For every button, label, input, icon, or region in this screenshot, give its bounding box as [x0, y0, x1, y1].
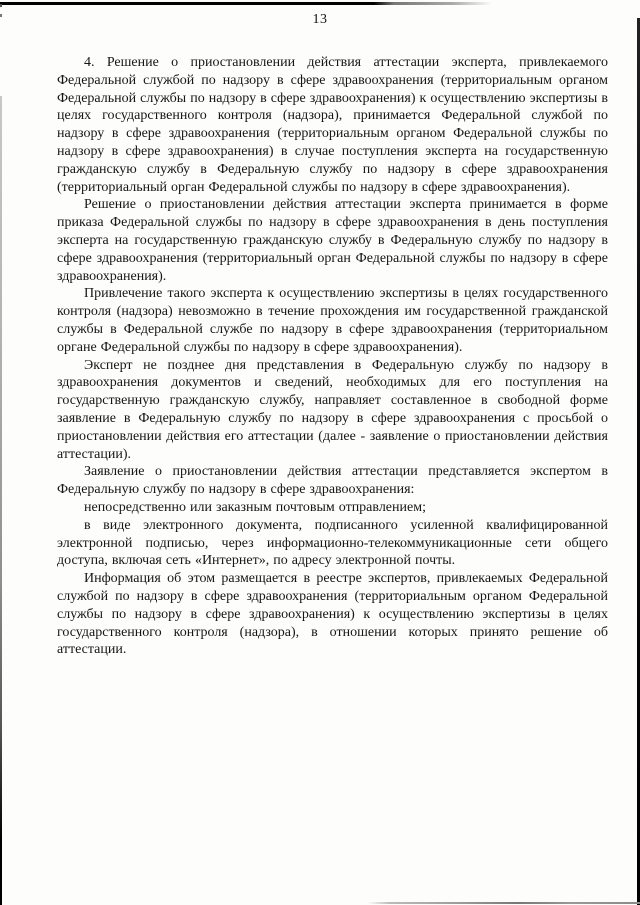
- paragraph: Заявление о приостановлении действия аттестации представляется экспертом в Федеральную службу по надзору в сфере здравоохранения:: [57, 464, 608, 498]
- document-body: [57, 54, 608, 659]
- paragraph: непосредственно или заказным почтовым отправлением;: [84, 499, 426, 515]
- paragraph: Информация об этом размещается в реестре экспертов, привлекаемых Федеральной службой по надзору в сфере здравоохранения (территориальным органом Федеральной службы по надзору в сфере здравоохранения) к осуществлению экспертизы в целях государственного контроля (надзора), в отношении которых принято решение об аттестации.: [57, 571, 608, 658]
- scan-artifact-left-tick: [0, 4, 2, 7]
- scan-artifact-left-edge: [0, 96, 2, 905]
- paragraph: в виде электронного документа, подписанного усиленной квалифицированной электронной подписью, через информационно-телекоммуникационные сети общего доступа, включая сеть «Интернет», по адресу электронной почты.: [57, 517, 608, 569]
- paragraph: 4. Решение о приостановлении действия аттестации эксперта, привлекаемого Федеральной службой по надзору в сфере здравоохранения (территориальным органом Федеральной службы по надзору в сфере здравоохранения) к осуществлению экспертизы в целях государственного контроля (надзора), принимается Федеральной службой по надзору в сфере здравоохранения (территориальным органом Федеральной службы по надзору в сфере здравоохранения) в случае поступления эксперта на государственную гражданскую службу в Федеральную службу по надзору в сфере здравоохранения (территориальный орган Федеральной службы по надзору в сфере здравоохранения).: [57, 55, 608, 195]
- scan-artifact-top-edge: [0, 2, 492, 5]
- paragraph: Эксперт не позднее дня представления в Федеральную службу по надзору в здравоохранения документов и сведений, необходимых для его поступления на государственную гражданскую службу, направляет составленное в свободной форме заявление в Федеральную службу по надзору в сфере здравоохранения с просьбой о приостановлении действия его аттестации (далее - заявление о приостановлении действия аттестации).: [57, 357, 608, 462]
- scan-artifact-bottom-edge: [368, 902, 640, 904]
- paragraph: Привлечение такого эксперта к осуществлению экспертизы в целях государственного контроля (надзора) невозможно в течение прохождения им государственной гражданской службы в Федеральной службе по надзору в сфере здравоохранения (территориальном органе Федеральной службы по надзору в сфере здравоохранения).: [57, 286, 608, 355]
- paragraph: Решение о приостановлении действия аттестации эксперта принимается в форме приказа Федеральной службы по надзору в сфере здравоохранения в день поступления эксперта на государственную гражданскую службу в Федеральную службу по надзору в сфере здравоохранения (территориальный орган Федеральной службы по надзору в сфере здравоохранения).: [57, 197, 608, 284]
- page-number: 13: [312, 12, 328, 27]
